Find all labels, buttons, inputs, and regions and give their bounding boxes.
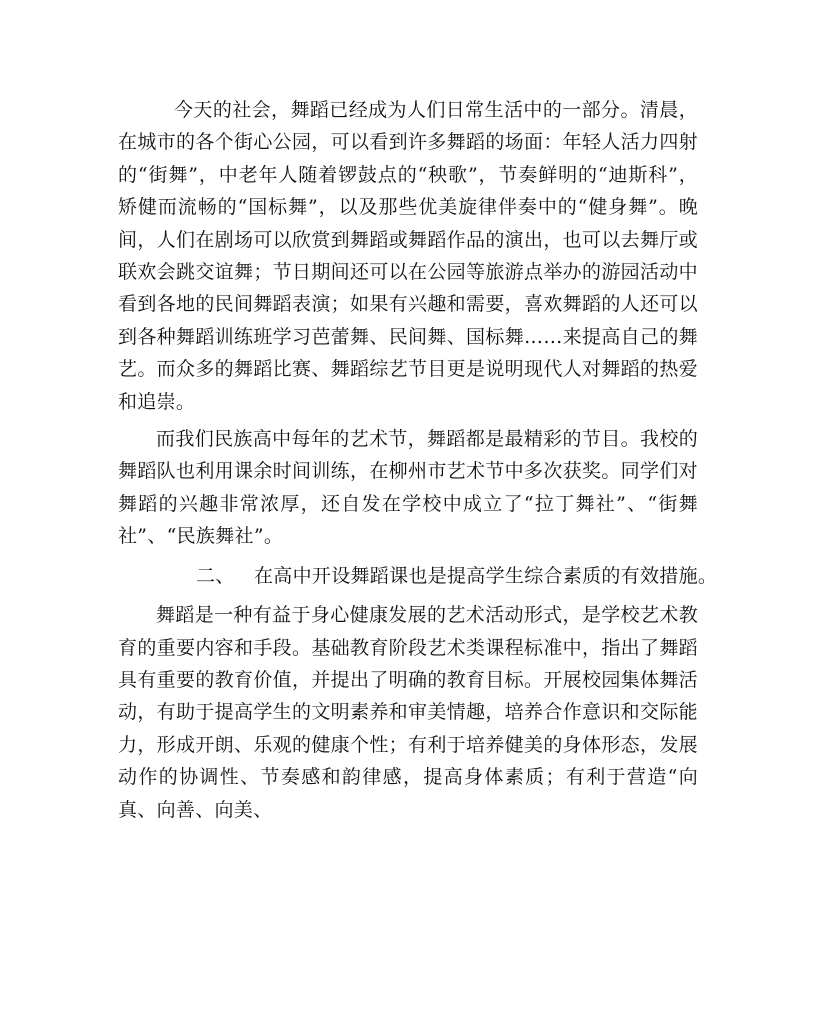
document-body [118,94,718,826]
section-heading-text: 在高中开设舞蹈课也是提高学生综合素质的有效措施。 [254,564,718,587]
section-heading [118,560,718,592]
paragraph-dance-education: 舞蹈是一种有益于身心健康发展的艺术活动形式，是学校艺术教育的重要内容和手段。基础教育阶段艺术类课程标准中，指出了舞蹈具有重要的教育价值，并提出了明确的教育目标。开展校园集体舞活动，有助于提高学生的文明素养和审美情趣，培养合作意识和交际能力，形成开朗、乐观的健康个性；有利于培养健美的身体形态，发展动作的协调性、节奏感和韵律感，提高身体素质；有利于营造“向真、向善、向美、 [118,604,698,821]
paragraph-dance-in-society: 今天的社会，舞蹈已经成为人们日常生活中的一部分。清晨，在城市的各个街心公园，可以看到许多舞蹈的场面：年轻人活力四射的“街舞”，中老年人随着锣鼓点的“秧歌”，节奏鲜明的“迪斯科”，矫健而流畅的“国标舞”，以及那些优美旋律伴奏中的“健身舞”。晚间，人们在剧场可以欣赏到舞蹈或舞蹈作品的演出，也可以去舞厅或联欢会跳交谊舞；节日期间还可以在公园等旅游点举办的游园活动中看到各地的民间舞蹈表演；如果有兴趣和需要，喜欢舞蹈的人还可以到各种舞蹈训练班学习芭蕾舞、民间舞、国标舞……来提高自己的舞艺。而众多的舞蹈比赛、舞蹈综艺节目更是说明现代人对舞蹈的热爱和追崇。 [118,99,698,413]
section-heading-number: 二、 [196,564,235,587]
paragraph-school-art-festival: 而我们民族高中每年的艺术节，舞蹈都是最精彩的节目。我校的舞蹈队也利用课余时间训练，在柳州市艺术节中多次获奖。同学们对舞蹈的兴趣非常浓厚，还自发在学校中成立了“拉丁舞社”、“街舞社”、“民族舞社”。 [118,428,698,548]
